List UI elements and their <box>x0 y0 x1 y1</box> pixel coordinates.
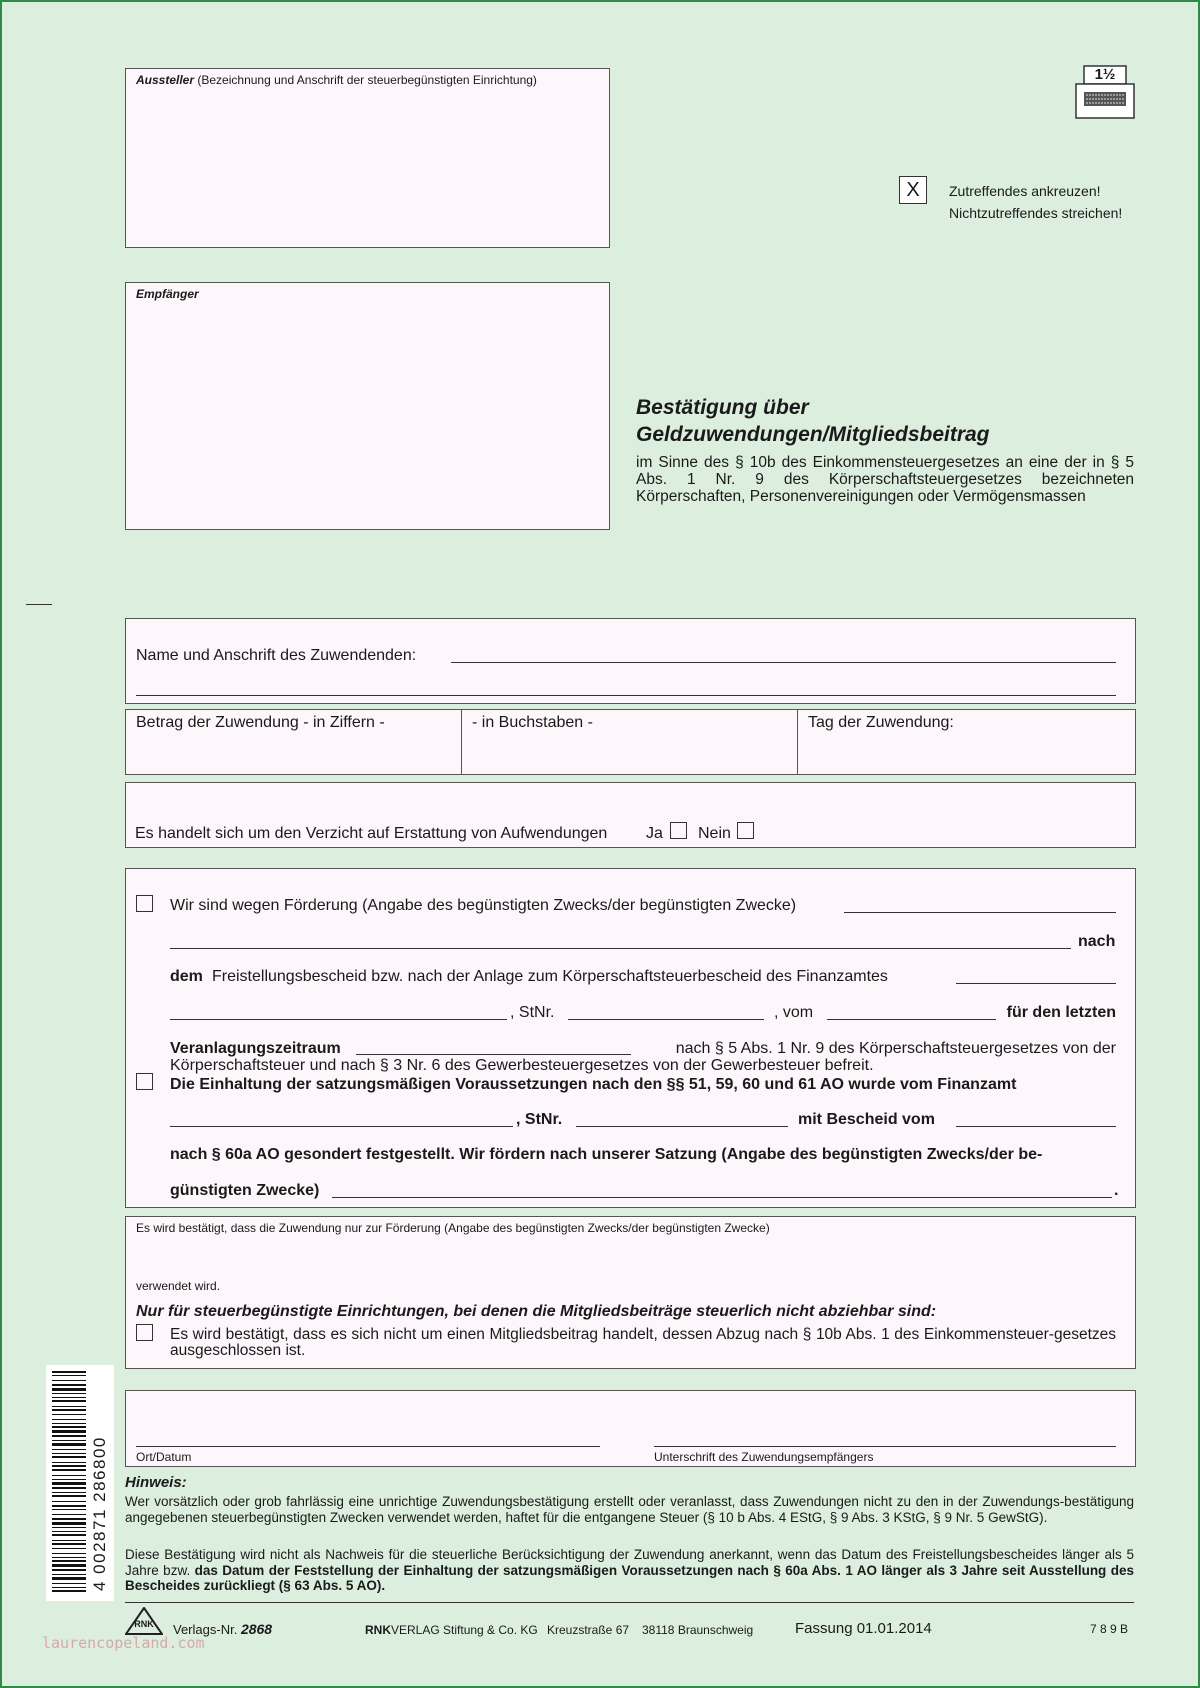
footer-rule <box>125 1602 1134 1603</box>
barcode-bar <box>52 1430 86 1433</box>
confirmation-box <box>125 1216 1136 1369</box>
barcode-bar <box>52 1453 86 1454</box>
barcode-bar <box>52 1564 86 1567</box>
donor-name-line2[interactable] <box>136 695 1116 696</box>
exemption-notice-checkbox[interactable] <box>136 895 153 912</box>
stnr-line[interactable] <box>568 1019 764 1020</box>
fassung: Fassung 01.01.2014 <box>795 1620 932 1637</box>
exemption-box <box>125 868 1136 1208</box>
barcode-bar <box>52 1449 86 1450</box>
finanzamt-line[interactable] <box>956 983 1116 984</box>
barcode-bar <box>52 1518 86 1520</box>
fuer-letzten-label: für den letzten <box>1006 1004 1116 1021</box>
statute-finanzamt-line[interactable] <box>170 1126 513 1127</box>
barcode-bar <box>52 1590 86 1592</box>
barcode-bar <box>52 1384 86 1386</box>
amount-letters-label: - in Buchstaben - <box>472 714 593 731</box>
kst-text-2: Körperschaftsteuer und nach § 3 Nr. 6 des Gewerbesteuergesetzes von der Gewerbesteuer befreit. <box>170 1057 874 1074</box>
barcode-bar <box>52 1577 86 1580</box>
barcode-bar <box>52 1531 86 1532</box>
verlag-number: 2868 <box>240 1621 273 1637</box>
place-date-line[interactable] <box>136 1446 600 1447</box>
dem-label: dem <box>170 968 203 985</box>
barcode-bar <box>52 1388 86 1391</box>
barcode-bar <box>52 1548 86 1549</box>
hinweis-paragraph-2 <box>125 1547 1134 1594</box>
instruction-strike: Nichtzutreffendes streichen! <box>949 205 1123 221</box>
hinweis-p2-start: Diese Bestätigung wird nicht als Nachweis für die steuerliche Berücksichtigung der Zuwendung anerkannt, wenn das Datum des Freistellungsbescheides länger als 5 Jahre bzw. <box>125 1547 1134 1578</box>
veranlagung-line[interactable] <box>356 1054 631 1055</box>
statute-purpose-line[interactable] <box>332 1197 1112 1198</box>
barcode-bar <box>52 1509 86 1510</box>
statute-stnr-line[interactable] <box>576 1126 788 1127</box>
barcode-bar <box>52 1397 86 1398</box>
waiver-nein-checkbox[interactable] <box>737 822 754 839</box>
donor-box <box>125 618 1136 704</box>
barcode-bar <box>52 1475 86 1476</box>
statute-stnr-label: , StNr. <box>516 1111 563 1128</box>
barcode-bar <box>52 1371 86 1373</box>
recipient-label: Empfänger <box>136 287 199 301</box>
statute-text-1: Die Einhaltung der satzungsmäßigen Voraussetzungen nach den §§ 51, 59, 60 und 61 AO wurde vom Finanzamt <box>170 1076 1017 1093</box>
signature-line[interactable] <box>654 1446 1116 1447</box>
waiver-ja-checkbox[interactable] <box>670 822 687 839</box>
barcode-bar <box>52 1400 86 1402</box>
rnk-logo-icon <box>125 1607 163 1635</box>
barcode-bar <box>52 1419 86 1420</box>
barcode-bar <box>52 1583 86 1584</box>
barcode-bar <box>52 1553 86 1554</box>
form-title-line1: Bestätigung über <box>636 396 809 419</box>
purpose-line1[interactable] <box>844 912 1116 913</box>
donor-name-label: Name und Anschrift des Zuwendenden: <box>136 647 417 664</box>
barcode-bar <box>52 1501 86 1502</box>
barcode-bar <box>52 1527 86 1528</box>
waiver-ja-label: Ja <box>646 825 663 842</box>
watermark: laurencopeland.com <box>42 1634 205 1652</box>
waiver-nein-label: Nein <box>698 825 731 842</box>
statute-checkbox[interactable] <box>136 1073 153 1090</box>
member-text: Es wird bestätigt, dass es sich nicht um einen Mitgliedsbeitrag handelt, dessen Abzug nach § 10b Abs. 1 des Einkommensteuer-gesetzes ausgeschlossen ist. <box>170 1326 1116 1359</box>
finanzamt-name-line[interactable] <box>170 1019 507 1020</box>
stnr-label: , StNr. <box>510 1004 555 1021</box>
barcode-bar <box>52 1492 86 1493</box>
barcode-bar <box>52 1462 86 1463</box>
barcode-bar <box>52 1409 86 1411</box>
publisher-street: Kreuzstraße 67 <box>547 1623 630 1637</box>
nach-label: nach <box>1078 933 1116 950</box>
form-title-line2: Geldzuwendungen/Mitgliedsbeitrag <box>636 423 990 446</box>
hinweis-p2-bold: das Datum der Feststellung der Einhaltung der satzungsmäßigen Voraussetzungen nach § 60a Abs. 1 AO länger als 3 Jahre seit Ausstellung des Bescheides zurückliegt (§ 63 Abs. 5 AO). <box>125 1562 1134 1593</box>
verlag-label: Verlags-Nr. <box>173 1622 238 1637</box>
donor-name-line1[interactable] <box>451 662 1116 663</box>
place-date-label: Ort/Datum <box>136 1450 192 1464</box>
vom-label: , vom <box>774 1004 814 1021</box>
example-checkbox: X <box>899 176 927 204</box>
typewriter-badge: 1½ <box>1094 66 1116 83</box>
barcode-bars <box>52 1371 86 1595</box>
barcode-bar <box>52 1514 86 1515</box>
barcode-bar <box>52 1406 86 1407</box>
barcode-digits: 4 002871 286800 <box>90 1436 109 1591</box>
barcode-bar <box>52 1443 86 1446</box>
barcode-bar <box>52 1465 86 1467</box>
hinweis-title: Hinweis: <box>125 1474 187 1491</box>
barcode-bar <box>52 1440 86 1441</box>
form-subtitle: im Sinne des § 10b des Einkommensteuergesetzes an eine der in § 5 Abs. 1 Nr. 9 des Körperschaftsteuergesetzes bezeichneten Körperschaften, Personenvereinigungen oder Vermögensmassen <box>636 454 1134 505</box>
verwendet-text: verwendet wird. <box>136 1279 221 1293</box>
barcode-bar <box>52 1543 86 1545</box>
barcode-bar <box>52 1375 86 1376</box>
waiver-text: Es handelt sich um den Verzicht auf Erstattung von Aufwendungen <box>135 825 608 842</box>
instruction-tick: Zutreffendes ankreuzen! <box>949 183 1101 199</box>
kst-text-1: nach § 5 Abs. 1 Nr. 9 des Körperschaftsteuergesetzes von der <box>675 1040 1116 1057</box>
donation-date-label: Tag der Zuwendung: <box>808 714 954 731</box>
waiver-box <box>125 782 1136 848</box>
statute-dot: . <box>1114 1182 1119 1199</box>
amount-digits-cell[interactable] <box>125 709 463 775</box>
publisher <box>365 1623 538 1637</box>
publisher-name: VERLAG Stiftung & Co. KG <box>391 1623 538 1637</box>
veranlagung-label: Veranlagungszeitraum <box>170 1040 341 1057</box>
rnk-logo-text: RNK <box>134 1619 154 1629</box>
barcode-bar <box>52 1495 86 1497</box>
barcode-bar <box>52 1426 86 1428</box>
barcode-bar <box>52 1534 86 1536</box>
barcode-bar <box>52 1522 86 1525</box>
barcode-bar <box>52 1569 86 1571</box>
statute-text-3: nach § 60a AO gesondert festgestellt. Wir fördern nach unserer Satzung (Angabe des begünstigten Zwecks/der be- <box>170 1146 1043 1163</box>
barcode-bar <box>52 1393 86 1394</box>
barcode-bar <box>52 1557 86 1558</box>
purpose-label: Wir sind wegen Förderung (Angabe des begünstigten Zwecks/der begünstigten Zwecke) <box>170 897 797 914</box>
barcode-bar <box>52 1587 86 1588</box>
freistellung-label: Freistellungsbescheid bzw. nach der Anlage zum Körperschaftsteuerbescheid des Finanzamtes <box>212 968 888 985</box>
barcode-bar <box>52 1380 86 1381</box>
membership-checkbox[interactable] <box>136 1324 153 1341</box>
barcode-bar <box>52 1414 86 1415</box>
barcode-bar <box>52 1423 86 1424</box>
barcode <box>46 1365 114 1601</box>
confirm-purpose-text: Es wird bestätigt, dass die Zuwendung nur zur Förderung (Angabe des begünstigten Zwecks/der begünstigten Zwecke) <box>136 1221 770 1235</box>
donation-date-cell[interactable] <box>797 709 1136 775</box>
barcode-bar <box>52 1482 86 1485</box>
bescheid-label: mit Bescheid vom <box>798 1111 935 1128</box>
barcode-bar <box>52 1487 86 1489</box>
typewriter-icon <box>1074 64 1136 122</box>
barcode-bar <box>52 1456 86 1458</box>
vom-line[interactable] <box>827 1019 996 1020</box>
issuer-label: Aussteller <box>136 73 195 87</box>
barcode-bar <box>52 1574 86 1575</box>
publisher-bold: RNK <box>365 1623 391 1637</box>
barcode-bar <box>52 1479 86 1480</box>
signature-label: Unterschrift des Zuwendungsempfängers <box>654 1450 874 1464</box>
barcode-bar <box>52 1505 86 1507</box>
barcode-bar <box>52 1540 86 1541</box>
barcode-bar <box>52 1435 86 1437</box>
issuer-box[interactable] <box>125 68 610 248</box>
fold-mark <box>26 604 52 605</box>
barcode-bar <box>52 1469 86 1471</box>
member-heading: Nur für steuerbegünstigte Einrichtungen, bei denen die Mitgliedsbeiträge steuerlich nicht abziehbar sind: <box>136 1303 937 1320</box>
hinweis-paragraph-1: Wer vorsätzlich oder grob fahrlässig eine unrichtige Zuwendungsbestätigung erstellt oder veranlasst, dass Zuwendungen nicht zu den in der Zuwendungs-bestätigung angegebenen steuerbegünstigten Zwecken verwendet werden, haftet für die entgangene Steuer (§ 10 b Abs. 4 EStG, § 9 Abs. 3 KStG, § 9 Nr. 5 GewStG). <box>125 1494 1134 1525</box>
form-code: 7 8 9 B <box>1090 1622 1129 1636</box>
recipient-box[interactable] <box>125 282 610 530</box>
signature-box <box>125 1390 1136 1467</box>
bescheid-line[interactable] <box>956 1126 1116 1127</box>
amount-letters-cell[interactable] <box>461 709 799 775</box>
publisher-city: 38118 Braunschweig <box>642 1623 754 1637</box>
amount-digits-label: Betrag der Zuwendung - in Ziffern - <box>136 714 385 731</box>
issuer-hint: (Bezeichnung und Anschrift der steuerbegünstigten Einrichtung) <box>197 73 537 87</box>
purpose-line2[interactable] <box>170 948 1071 949</box>
barcode-bar <box>52 1560 86 1562</box>
statute-text-4: günstigten Zwecke) <box>170 1182 320 1199</box>
